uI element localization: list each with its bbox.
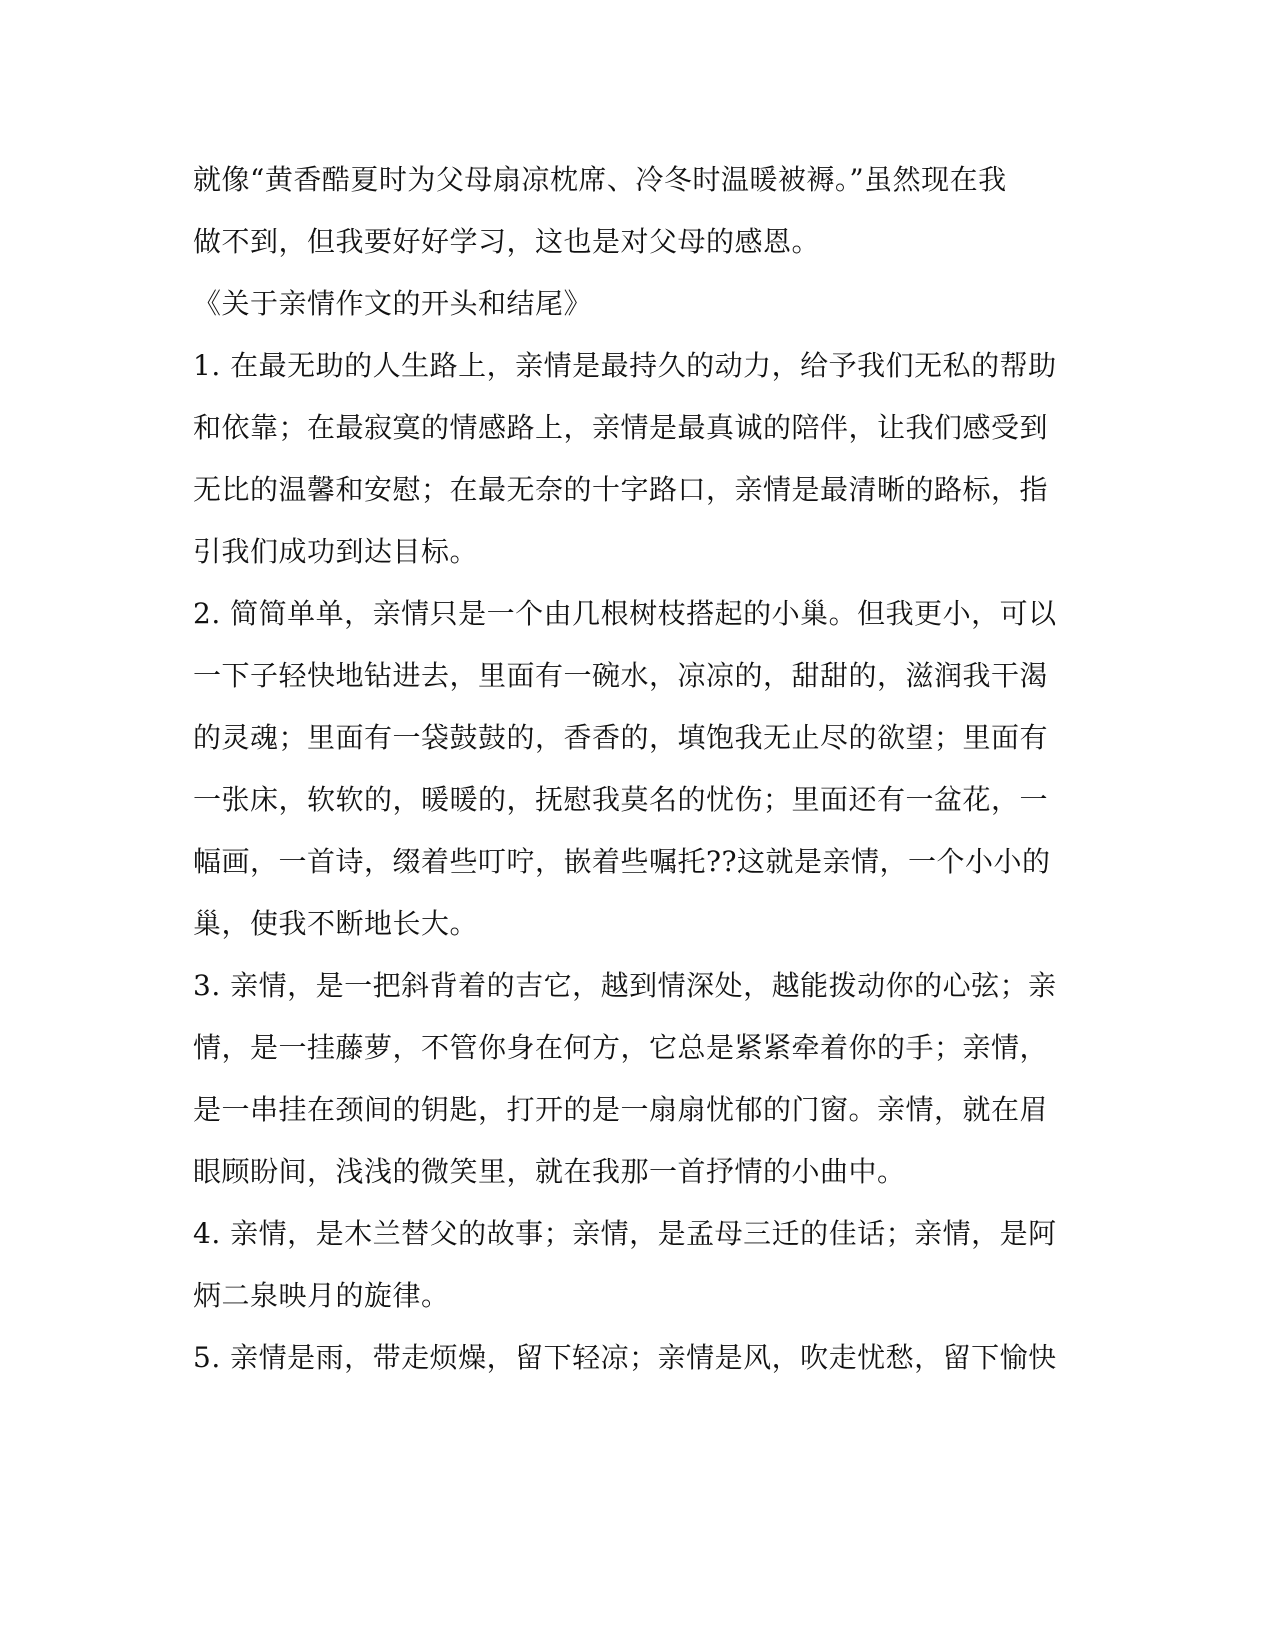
text-line: 是一串挂在颈间的钥匙，打开的是一扇扇忧郁的门窗。亲情，就在眉: [193, 1093, 1049, 1126]
text-line: 1. 在最无助的人生路上，亲情是最持久的动力，给予我们无私的帮助: [193, 349, 1057, 382]
text-line: 眼顾盼间，浅浅的微笑里，就在我那一首抒情的小曲中。: [193, 1155, 906, 1188]
text-line: 无比的温馨和安慰；在最无奈的十字路口，亲情是最清晰的路标，指: [193, 473, 1049, 506]
text-line: 巢，使我不断地长大。: [193, 907, 479, 940]
text-line: 情，是一挂藤萝，不管你身在何方，它总是紧紧牵着你的手；亲情，: [193, 1031, 1049, 1064]
text-line: 4. 亲情，是木兰替父的故事；亲情，是孟母三迁的佳话；亲情，是阿: [193, 1217, 1057, 1250]
text-line: 2. 简简单单，亲情只是一个由几根树枝搭起的小巢。但我更小，可以: [193, 597, 1057, 630]
section-title: 《关于亲情作文的开头和结尾》: [193, 287, 593, 320]
text-line: 和依靠；在最寂寞的情感路上，亲情是最真诚的陪伴，让我们感受到: [193, 411, 1049, 444]
text-line: 一张床，软软的，暖暖的，抚慰我莫名的忧伤；里面还有一盆花，一: [193, 783, 1049, 816]
text-line: 的灵魂；里面有一袋鼓鼓的，香香的，填饱我无止尽的欲望；里面有: [193, 721, 1049, 754]
text-line: 引我们成功到达目标。: [193, 535, 479, 568]
text-line: 3. 亲情，是一把斜背着的吉它，越到情深处，越能拨动你的心弦；亲: [193, 969, 1057, 1002]
text-line: 炳二泉映月的旋律。: [193, 1279, 450, 1312]
text-line: 幅画，一首诗，缀着些叮咛，嵌着些嘱托??这就是亲情，一个小小的: [193, 845, 1051, 878]
text-line: 做不到，但我要好好学习，这也是对父母的感恩。: [193, 225, 821, 258]
text-line: 一下子轻快地钻进去，里面有一碗水，凉凉的，甜甜的，滋润我干渴: [193, 659, 1049, 692]
text-line: 就像“黄香酷夏时为父母扇凉枕席、冷冬时温暖被褥。”虽然现在我: [193, 163, 1007, 196]
text-line: 5. 亲情是雨，带走烦燥，留下轻凉；亲情是风，吹走忧愁，留下愉快: [193, 1341, 1057, 1374]
